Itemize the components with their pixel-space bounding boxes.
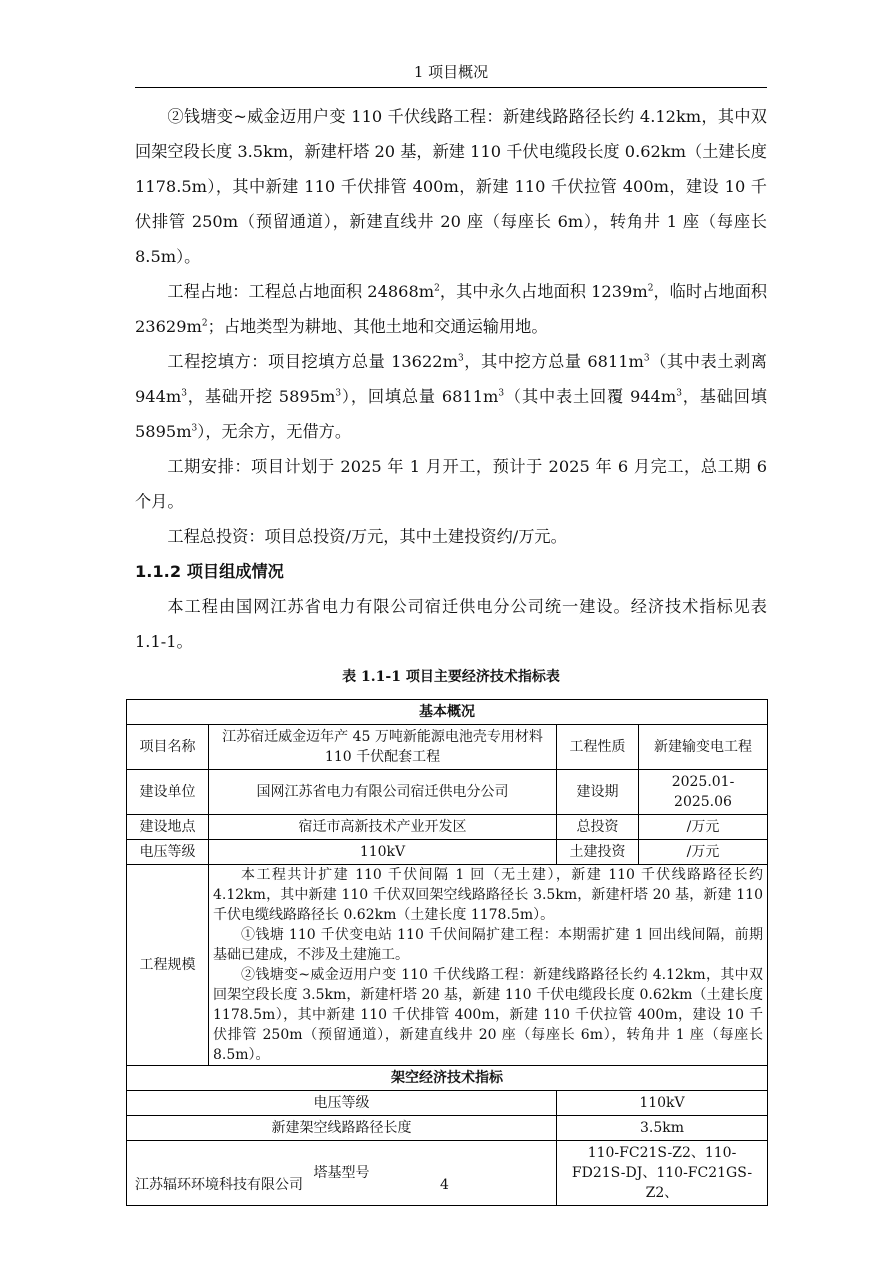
paragraph-land-occupation: 工程占地：工程总占地面积 $24868m^2$，其中永久占地面积 $1239m^2$，临时占地面积 $23629m^2$；占地类型为耕地、其他土地和交通运输用地。 xyxy=(135,282,768,336)
header-rule xyxy=(135,87,767,88)
cell-value: 国网江苏省电力有限公司宿迁供电分公司 xyxy=(209,770,557,815)
section-header-overhead: 架空经济技术指标 xyxy=(127,1066,768,1091)
cell-label: 电压等级 xyxy=(127,1091,557,1116)
table-row xyxy=(127,865,768,1066)
table-row xyxy=(127,725,768,770)
cell-label: 建设地点 xyxy=(127,815,209,840)
cell-label: 新建架空线路路径长度 xyxy=(127,1116,557,1141)
page-number: 4 xyxy=(440,1177,449,1193)
table-row xyxy=(127,700,768,725)
scale-description-cell xyxy=(209,865,768,1066)
table-row xyxy=(127,770,768,815)
page-header: 1 项目概况 xyxy=(413,63,489,81)
cell-value: 110kV xyxy=(557,1091,768,1116)
cell-value: 3.5km xyxy=(557,1116,768,1141)
section-heading: 1.1.2 项目组成情况 xyxy=(135,562,284,581)
table-row xyxy=(127,815,768,840)
paragraph-line-works: ②钱塘变~威金迈用户变 110 千伏线路工程：新建线路路径长约 4.12km，其中双回架空段长度 3.5km，新建杆塔 20 基，新建 110 千伏电缆段长度 0.62km（土建长度 1178.5m），其中新建 110 千伏排管 400m，新建 110 千伏拉管 400m，建设 10 千伏排管 250m（预留通道），新建直线井 20 座（每座长 6m），转角井 1 座（每座长 8.5m）。 xyxy=(135,107,767,266)
cell-label: 建设单位 xyxy=(127,770,209,815)
cell-value: 110-FC21S-Z2、110-FD21S-DJ、110-FC21GS-Z2、 xyxy=(557,1141,768,1206)
paragraph-investment: 工程总投资：项目总投资/万元，其中土建投资约/万元。 xyxy=(167,527,567,546)
table-row xyxy=(127,1091,768,1116)
paragraph-schedule: 工期安排：项目计划于 2025 年 1 月开工，预计于 2025 年 6 月完工，总工期 6 个月。 xyxy=(135,457,767,511)
section-header-basic: 基本概况 xyxy=(127,700,768,725)
indicator-table xyxy=(126,699,768,1206)
cell-value: /万元 xyxy=(639,840,768,865)
cell-value: 2025.01-2025.06 xyxy=(639,770,768,815)
cell-value: /万元 xyxy=(639,815,768,840)
scale-paragraph: ②钱塘变~威金迈用户变 110 千伏线路工程：新建线路路径长约 4.12km，其中双回架空段长度 3.5km，新建杆塔 20 基，新建 110 千伏电缆段长度 0.62km（土建长度 1178.5m），其中新建 110 千伏排管 400m，新建 110 千伏拉管 400m，建设 10 千伏排管 250m（预留通道），新建直线井 20 座（每座长 6m），转角井 1 座（每座长 8.5m）。 xyxy=(213,967,763,1063)
paragraph-earthwork: 工程挖填方：项目挖填方总量 $13622m^3$，其中挖方总量 $6811m^3$（其中表土剥离 $944m^3$，基础开挖 $5895m^3$），回填总量 $6811m^3$（其中表土回覆 $944m^3$，基础回填 $5895m^3$），无余方，无借方。 xyxy=(135,352,767,441)
cell-value: 宿迁市高新技术产业开发区 xyxy=(209,815,557,840)
cell-label: 总投资 xyxy=(557,815,639,840)
cell-label: 项目名称 xyxy=(127,725,209,770)
cell-value: 110kV xyxy=(209,840,557,865)
table-row xyxy=(127,1116,768,1141)
table-row xyxy=(127,1066,768,1091)
table-row xyxy=(127,1141,768,1206)
paragraph-composition: 本工程由国网江苏省电力有限公司宿迁供电分公司统一建设。经济技术指标见表 1.1-1。 xyxy=(135,597,767,651)
cell-value: 新建输变电工程 xyxy=(639,725,768,770)
scale-paragraph: 本工程共计扩建 110 千伏间隔 1 回（无土建），新建 110 千伏线路路径长约 4.12km，其中新建 110 千伏双回架空线路路径长 3.5km，新建杆塔 20 基，新建 110 千伏电缆线路路径长 0.62km（土建长度 1178.5m）。 xyxy=(213,867,763,923)
cell-label: 工程性质 xyxy=(557,725,639,770)
cell-label: 电压等级 xyxy=(127,840,209,865)
cell-label: 塔基型号 xyxy=(127,1141,557,1206)
cell-label: 工程规模 xyxy=(127,865,209,1066)
cell-label: 建设期 xyxy=(557,770,639,815)
table-row xyxy=(127,840,768,865)
cell-label: 土建投资 xyxy=(557,840,639,865)
body-text xyxy=(135,99,767,659)
cell-value: 江苏宿迁威金迈年产 45 万吨新能源电池壳专用材料 110 千伏配套工程 xyxy=(209,725,557,770)
table-caption: 表 1.1-1 项目主要经济技术指标表 xyxy=(342,669,560,685)
scale-paragraph: ①钱塘 110 千伏变电站 110 千伏间隔扩建工程：本期需扩建 1 回出线间隔，前期基础已建成，不涉及土建施工。 xyxy=(213,927,763,963)
footer-company: 江苏辐环环境科技有限公司 xyxy=(135,1177,303,1193)
